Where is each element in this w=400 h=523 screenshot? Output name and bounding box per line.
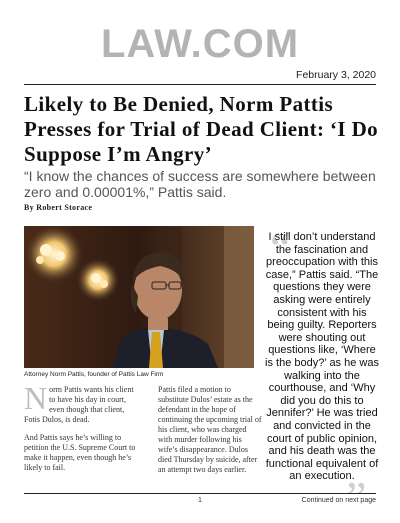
paragraph: [24, 380, 138, 425]
drop-cap: N: [24, 380, 48, 416]
top-divider: [24, 84, 376, 85]
article-dek: “I know the chances of success are somewhere between zero and 0.00001%,” Pattis said.: [24, 168, 376, 200]
bottom-divider: [24, 493, 376, 494]
publication-date: February 3, 2020: [296, 69, 376, 81]
article-photo: [24, 226, 254, 368]
paragraph: And Pattis says he’s willing to petition the U.S. Supreme Court to make it happen, even though he’s likely to fail.: [24, 433, 136, 472]
portrait-illustration: [24, 226, 254, 368]
pull-quote: I still don’t understand the fascination and preoccupation with this case,” Pattis said. “The questions they were asking were entirely consistent with his being guilty. Reporters were shouting out questions like, ‘Where is the body?’ as he was walking into the courthouse, and ‘Why did you do this to Jennifer?’ He was tried and convicted in the court of public opinion, and his death was the functional equivalent of an execution.: [265, 231, 379, 483]
open-quote-icon: “: [270, 222, 291, 273]
site-logo[interactable]: LAW.COM: [100, 22, 300, 66]
article-headline: Likely to Be Denied, Norm Pattis Presses for Trial of Dead Client: ‘I Do Suppose I’m Angry’: [24, 92, 379, 166]
article-column-1: [24, 380, 138, 481]
page-number: 1: [198, 497, 202, 504]
close-quote-icon: ”: [346, 472, 367, 523]
article-column-2: [158, 385, 262, 483]
paragraph: Pattis filed a motion to substitute Dulos’ estate as the defendant in the hope of continuing the upcoming trial of his client, who was charged with murder following his wife’s disappearance. Dulos died Thursday by suicide, after an attempt two days earlier.: [158, 385, 262, 474]
paragraph-text: orm Pattis wants his client to have his day in court, even though that client, Fotis Dulos, is dead.: [24, 385, 134, 424]
photo-caption: Attorney Norm Pattis, founder of Pattis Law Firm: [24, 371, 164, 378]
article-byline: By Robert Storace: [24, 203, 93, 212]
continued-link[interactable]: Continued on next page: [301, 497, 376, 504]
